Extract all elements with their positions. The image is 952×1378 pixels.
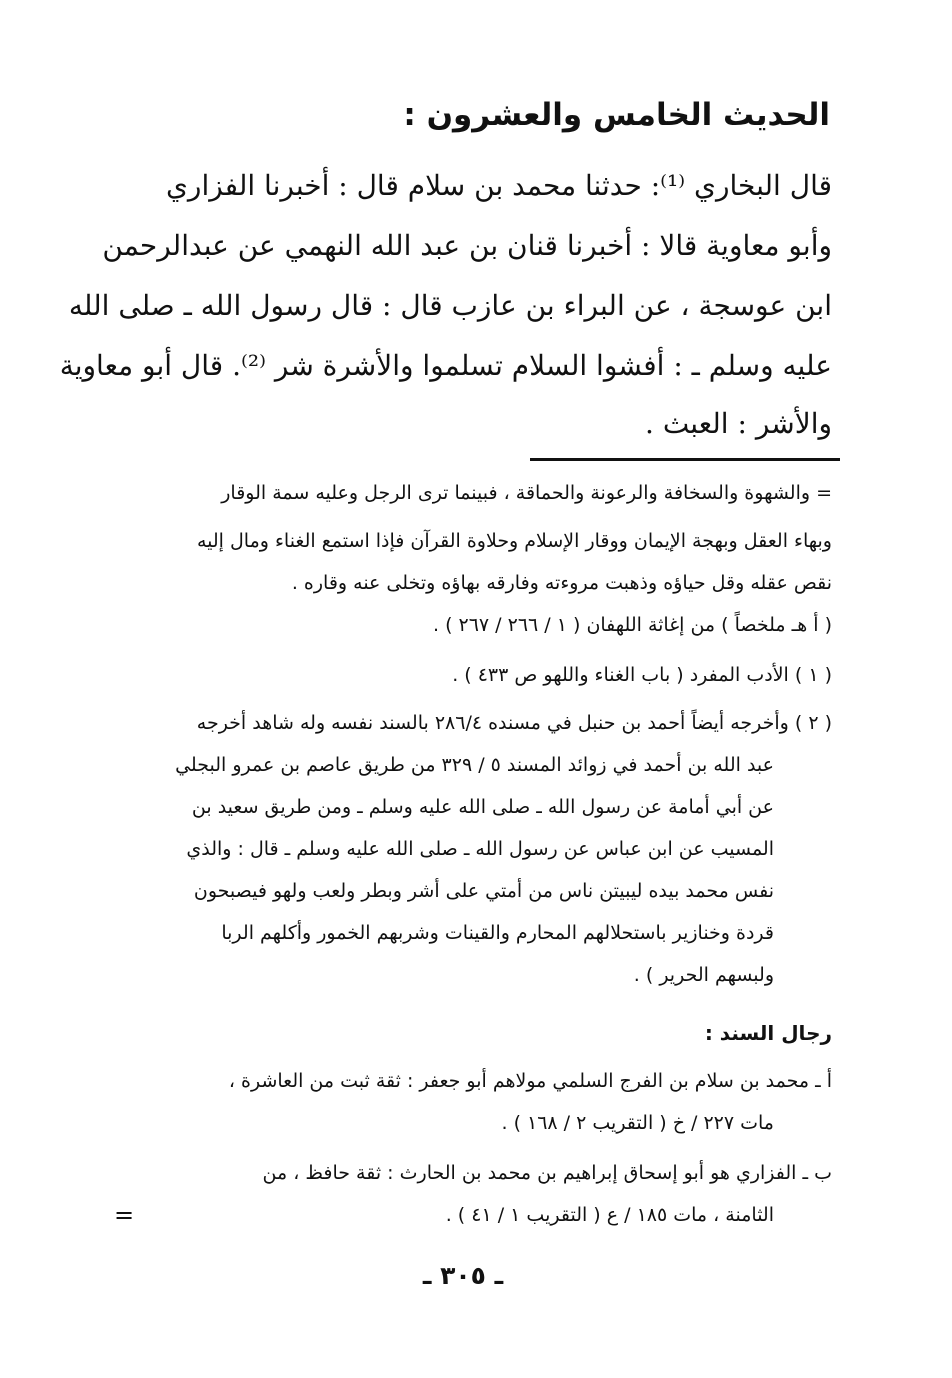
hadith-line-5: والأشر : العبث .: [645, 407, 832, 440]
footnote-2-line-1: ( ٢ ) وأخرجه أيضاً أحمد بن حنبل في مسنده ٢٨٦/٤ بالسند نفسه وله شاهد أخرجه: [196, 712, 832, 734]
footnote-2-line-5: نفس محمد بيده ليبيتن ناس من أمتي على أشر وبطر ولعب ولهو فيصبحون: [193, 880, 774, 902]
page-number: ـ ٣٠٥ ـ: [422, 1261, 504, 1290]
hadith-line-3: ابن عوسجة ، عن البراء بن عازب قال : قال رسول الله ـ صلى الله: [68, 289, 832, 322]
hadith-line-4: عليه وسلم ـ : أفشوا السلام تسلموا والأشرة شر ⁽²⁾. قال أبو معاوية: [59, 349, 832, 382]
footnote-line-3: نقص عقله وقل حياؤه وذهبت مروءته وفارقه بهاؤه وتخلى عنه وقاره .: [291, 572, 832, 594]
narrator-a-line-2: مات ٢٢٧ / خ ( التقريب ٢ / ١٦٨ ) .: [501, 1112, 774, 1134]
narrator-b-line-1: ب ـ الفزاري هو أبو إسحاق إبراهيم بن محمد بن الحارث : ثقة حافظ ، من: [262, 1162, 832, 1184]
footnote-2-line-6: قردة وخنازير باستحلالهم المحارم والقينات وشربهم الخمور وأكلهم الربا: [221, 922, 774, 944]
footnote-2-line-2: عبد الله بن أحمد في زوائد المسند ٥ / ٣٢٩ من طريق عاصم بن عمرو البجلي: [175, 754, 774, 776]
footnote-1: ( ١ ) الأدب المفرد ( باب الغناء واللهو ص ٤٣٣ ) .: [452, 664, 832, 686]
footnote-separator: [530, 458, 840, 461]
hadith-heading: الحديث الخامس والعشرون :: [403, 97, 830, 133]
hadith-line-2: وأبو معاوية قالا : أخبرنا قنان بن عبد الله النهمي عن عبدالرحمن: [102, 229, 832, 262]
footnote-line-1: = والشهوة والسخافة والرعونة والحماقة ، فبينما ترى الرجل وعليه سمة الوقار: [221, 482, 832, 504]
footnote-line-4: ( أ هـ ملخصاً ) من إغاثة اللهفان ( ١ / ٢٦٦ / ٢٦٧ ) .: [432, 614, 832, 636]
footnote-line-2: وبهاء العقل وبهجة الإيمان ووقار الإسلام وحلاوة القرآن فإذا استمع الغناء ومال إليه: [196, 530, 832, 552]
footnote-2-line-3: عن أبي أمامة عن رسول الله ـ صلى الله عليه وسلم ـ ومن طريق سعيد بن: [191, 796, 774, 818]
footnote-2-line-4: المسيب عن ابن عباس عن رسول الله ـ صلى الله عليه وسلم ـ قال : والذي: [186, 838, 774, 860]
footnote-2-line-7: ولبسهم الحرير ) .: [633, 964, 774, 986]
hadith-line-1: قال البخاري ⁽¹⁾: حدثنا محمد بن سلام قال : أخبرنا الفزاري: [166, 169, 832, 202]
continuation-mark: =: [113, 1201, 135, 1229]
narrator-a-line-1: أ ـ محمد بن سلام بن الفرج السلمي مولاهم أبو جعفر : ثقة ثبت من العاشرة ،: [228, 1070, 832, 1092]
narrator-b-line-2: الثامنة ، مات ١٨٥ / ع ( التقريب ١ / ٤١ ) .: [445, 1204, 774, 1226]
narrators-heading: رجال السند :: [704, 1021, 832, 1045]
